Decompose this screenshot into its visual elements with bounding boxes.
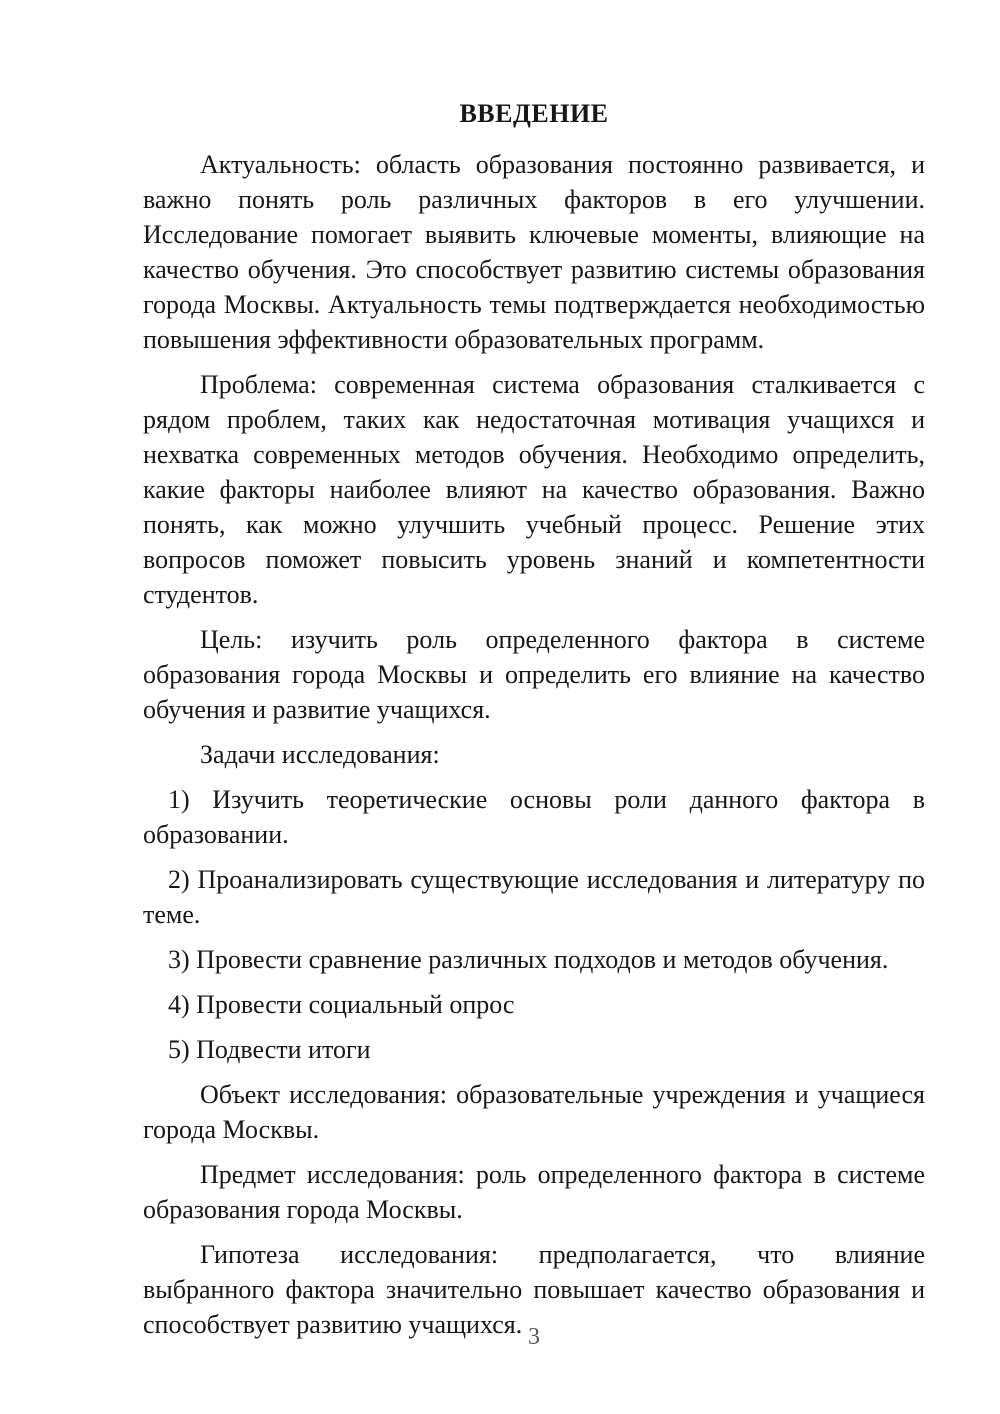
paragraph-zadachi-heading: Задачи исследования:: [200, 740, 440, 769]
paragraph-predmet: Предмет исследования: роль определенного фактора в системе образования города Москвы.: [143, 1160, 925, 1224]
task-item-4: 4) Провести социальный опрос: [168, 990, 515, 1019]
task-item-3: 3) Провести сравнение различных подходов и методов обучения.: [168, 945, 889, 974]
task-item-5: 5) Подвести итоги: [168, 1035, 371, 1064]
page-title: ВВЕДЕНИЕ: [459, 99, 609, 128]
task-item-2: 2) Проанализировать существующие исследования и литературу по теме.: [143, 865, 925, 929]
page-number: 3: [528, 1324, 540, 1350]
paragraph-aktualnost: Актуальность: область образования постоянно развивается, и важно понять роль различных факторов в его улучшении. Исследование помогает выявить ключевые моменты, влияющие на качество обучения. Это способствует развитию системы образования города Москвы. Актуальность темы подтверждается необходимостью повышения эффективности образовательных программ.: [143, 150, 925, 354]
paragraph-tsel: Цель: изучить роль определенного фактора в системе образования города Москвы и определить его влияние на качество обучения и развитие учащихся.: [143, 625, 925, 724]
paragraph-gipoteza: Гипотеза исследования: предполагается, что влияние выбранного фактора значительно повышает качество образования и способствует развитию учащихся.: [143, 1240, 925, 1339]
paragraph-obekt: Объект исследования: образовательные учреждения и учащиеся города Москвы.: [143, 1080, 925, 1144]
paragraph-problema: Проблема: современная система образования сталкивается с рядом проблем, таких как недостаточная мотивация учащихся и нехватка современных методов обучения. Необходимо определить, какие факторы наиболее влияют на качество образования. Важно понять, как можно улучшить учебный процесс. Решение этих вопросов поможет повысить уровень знаний и компетентности студентов.: [143, 370, 925, 609]
task-item-1: 1) Изучить теоретические основы роли данного фактора в образовании.: [143, 785, 925, 849]
page-content: [143, 96, 925, 1352]
